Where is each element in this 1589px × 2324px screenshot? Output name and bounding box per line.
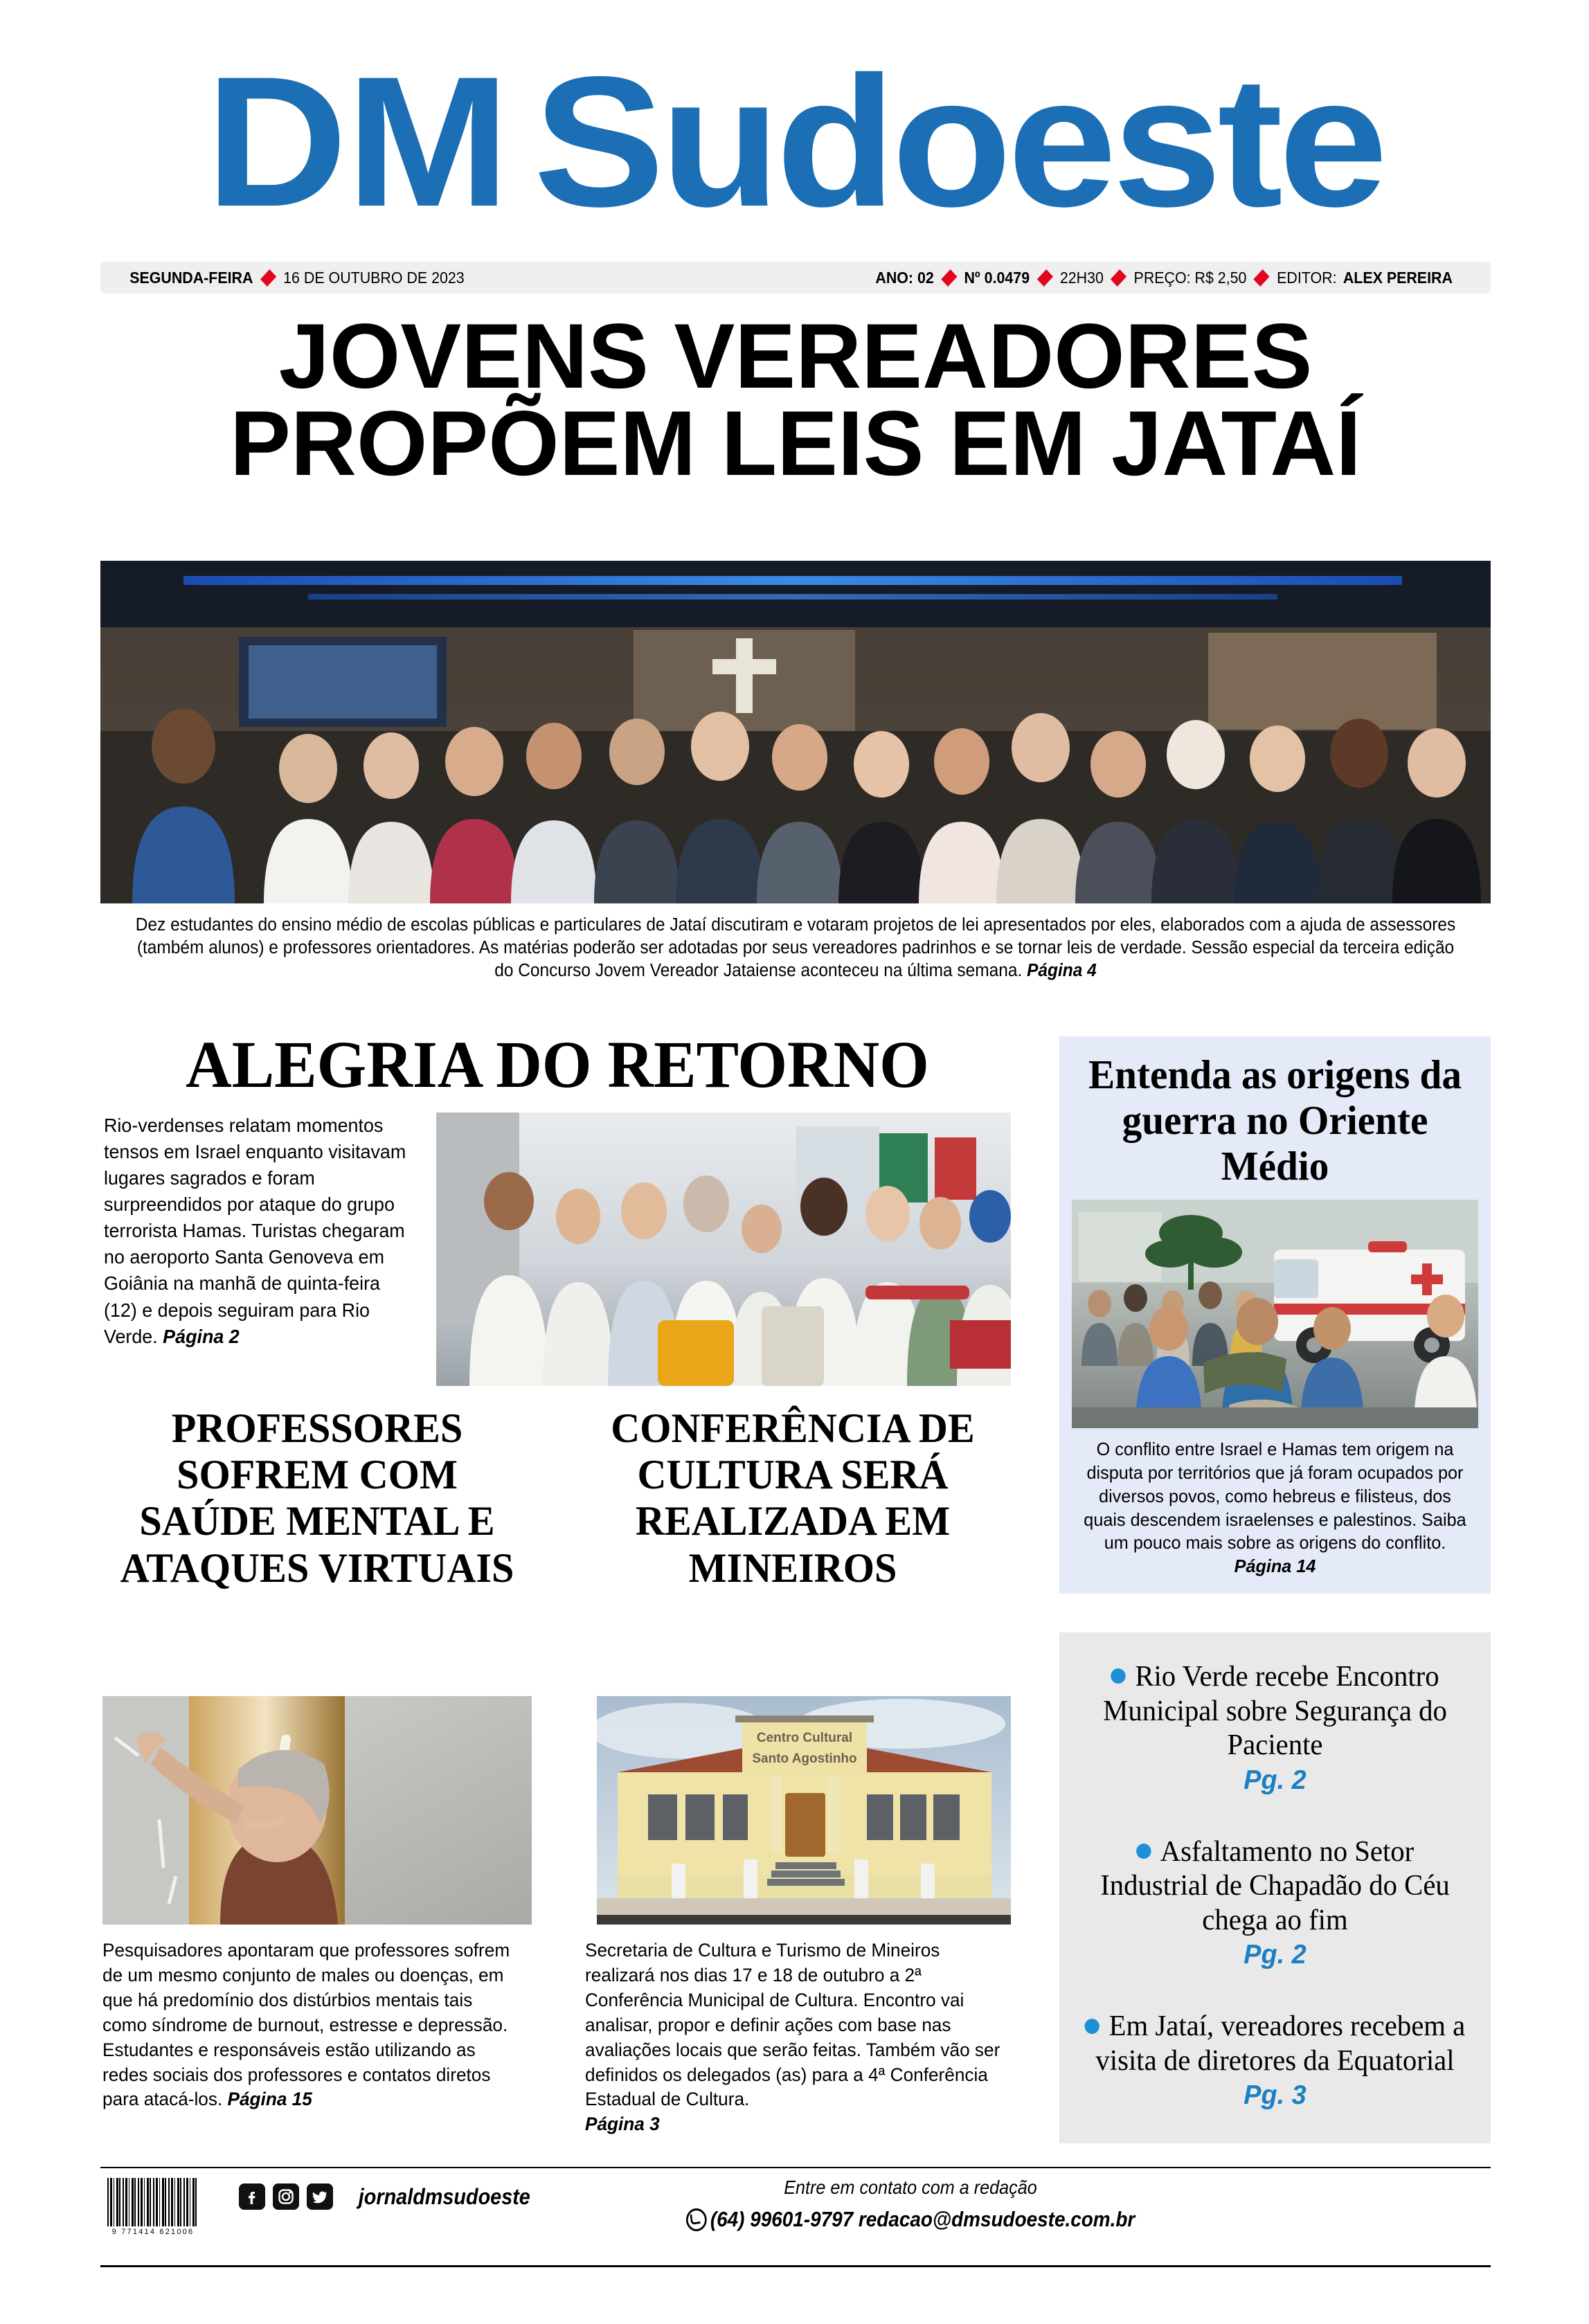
lead-headline-line-2: PROPÕEM LEIS EM JATAÍ <box>230 393 1361 496</box>
editor-name: ALEX PEREIRA <box>1343 268 1453 287</box>
alegria-page-link[interactable]: Página 2 <box>163 1325 240 1347</box>
alegria-headline[interactable]: ALEGRIA DO RETORNO <box>186 1027 929 1101</box>
lead-headline-line-1: JOVENS VEREADORES <box>278 305 1313 408</box>
conferencia-photo-sign-line1: Centro Cultural <box>756 1731 853 1745</box>
contact-line-2[interactable]: (64) 99601-9797 redacao@dmsudoeste.com.br <box>710 2207 1135 2231</box>
sidebar-war-photo <box>1072 1200 1478 1428</box>
brief-item[interactable] <box>1084 1660 1467 1796</box>
issue-date: 16 DE OUTUBRO DE 2023 <box>283 268 465 287</box>
lead-photo-caption <box>128 914 1463 982</box>
sidebar-war-headline[interactable]: Entenda as origens da guerra no Oriente Médio <box>1088 1052 1462 1189</box>
brief-page-link[interactable]: Pg. 2 <box>1244 1765 1307 1795</box>
bullet-icon <box>1136 1844 1151 1859</box>
newspaper-logo <box>205 37 1384 246</box>
brief-page-link[interactable]: Pg. 3 <box>1244 2080 1307 2111</box>
facebook-icon[interactable] <box>239 2183 265 2210</box>
price-label: PREÇO: R$ 2,50 <box>1133 268 1247 287</box>
diamond-separator-icon <box>1253 269 1269 287</box>
editor-label: EDITOR: <box>1276 268 1337 287</box>
social-handle[interactable]: jornaldmsudoeste <box>358 2183 530 2209</box>
alegria-photo-artwork <box>436 1113 1011 1386</box>
conferencia-page-link[interactable]: Página 3 <box>585 2114 660 2135</box>
brief-text: Asfaltamento no Setor Industrial de Chapadão do Céu chega ao fim <box>1100 1835 1450 1936</box>
professores-photo <box>102 1696 532 1925</box>
diamond-separator-icon <box>1036 269 1052 287</box>
diamond-separator-icon <box>260 269 276 287</box>
sidebar-war-page-link[interactable]: Página 14 <box>1234 1556 1316 1577</box>
conferencia-body-text: Secretaria de Cultura e Turismo de Mineiros realizará nos dias 17 e 18 de outubro a 2ª Conferência Municipal de Cultura. Encontro vai analisar, propor e definir ações com base nas avaliações locais que serão feitas. Também vão ser definidos os delegados (as) para a 4ª Conferência Estadual de Cultura. <box>585 1940 1000 2110</box>
info-bar-left <box>129 270 464 286</box>
lead-caption-text: Dez estudantes do ensino médio de escolas públicas e particulares de Jataí discutiram e votaram projetos de lei apresentados por eles, elaborados com a ajuda de assessores (também alunos) e professores orientadores. As matérias poderão ser adotadas por seus vereadores padrinhos e se tornar leis de verdade. Sessão especial da terceira edição do Concurso Jovem Vereador Jataiense aconteceu na última semana. <box>135 915 1456 981</box>
professores-headline[interactable]: PROFESSORES SOFREM COM SAÚDE MENTAL E ATAQUES VIRTUAIS <box>120 1405 514 1591</box>
whatsapp-icon <box>686 2208 707 2231</box>
sidebar-war-body-text: O conflito entre Israel e Hamas tem origem na disputa por territórios que já foram ocupados por diversos povos, como hebreus e filisteus, dos quais descendem israelenses e palestinos. Saiba um pouco mais sobre as origens do conflito. <box>1084 1439 1466 1553</box>
diamond-separator-icon <box>941 269 957 287</box>
contact-block <box>627 2177 1194 2232</box>
year-label: ANO: 02 <box>875 268 934 287</box>
conferencia-photo-artwork <box>597 1696 1011 1925</box>
instagram-icon[interactable] <box>273 2183 299 2210</box>
sidebar-briefs-box <box>1059 1632 1491 2143</box>
lead-photo-artwork <box>100 561 1491 903</box>
weekday-label: SEGUNDA-FEIRA <box>129 268 253 287</box>
footer-divider-top <box>100 2167 1491 2168</box>
brief-item[interactable] <box>1084 1835 1467 1972</box>
bullet-icon <box>1111 1668 1125 1684</box>
bullet-icon <box>1085 2019 1099 2034</box>
lead-caption-page[interactable]: Página 4 <box>1027 961 1097 981</box>
sidebar-war-photo-artwork <box>1072 1200 1478 1428</box>
sidebar-war-box <box>1059 1036 1491 1594</box>
footer <box>100 2174 1491 2264</box>
professores-page-link[interactable]: Página 15 <box>227 2089 312 2110</box>
alegria-body-text: Rio-verdenses relatam momentos tensos em Israel enquanto visitavam lugares sagrados e foram surpreendidos por ataque do grupo terrorista Hamas. Turistas chegaram no aeroporto Santa Genoveva em Goiânia na manhã de quinta-feira (12) e depois seguiram para Rio Verde. <box>104 1115 406 1347</box>
logo-dm: DM <box>205 37 509 246</box>
lead-headline[interactable] <box>100 305 1491 496</box>
edition-time: 22H30 <box>1059 268 1104 287</box>
brief-text: Em Jataí, vereadores recebem a visita de diretores da Equatorial <box>1095 2010 1466 2077</box>
conferencia-headline[interactable]: CONFERÊNCIA DE CULTURA SERÁ REALIZADA EM MINEIROS <box>611 1405 975 1591</box>
conferencia-photo <box>597 1696 1011 1925</box>
alegria-photo <box>436 1113 1011 1386</box>
contact-line-1: Entre em contato com a redação <box>784 2177 1037 2198</box>
conferencia-body <box>585 1938 1000 2137</box>
diamond-separator-icon <box>1111 269 1126 287</box>
contact-line-2-wrapper <box>655 2207 1166 2232</box>
barcode-bars <box>107 2178 199 2226</box>
issue-number: Nº 0.0479 <box>964 268 1030 287</box>
brief-item[interactable] <box>1084 2010 1467 2111</box>
barcode <box>107 2178 199 2237</box>
professores-body <box>102 1938 519 2112</box>
footer-divider-bottom <box>100 2265 1491 2267</box>
brief-text: Rio Verde recebe Encontro Municipal sobre Segurança do Paciente <box>1103 1661 1447 1762</box>
masthead-info-bar <box>100 262 1491 294</box>
logo-sudoeste: Sudoeste <box>533 37 1384 246</box>
conferencia-photo-sign-line2: Santo Agostinho <box>752 1751 857 1766</box>
social-links <box>239 2183 540 2210</box>
professores-body-text: Pesquisadores apontaram que professores sofrem de um mesmo conjunto de males ou doenças, em que há predomínio dos distúrbios mentais tais como síndrome de burnout, estresse e depressão. Estudantes e responsáveis estão utilizando as redes sociais dos professores e contatos diretos para atacá-los. <box>102 1940 510 2110</box>
twitter-icon[interactable] <box>307 2183 333 2210</box>
info-bar-right <box>875 270 1453 286</box>
barcode-number: 9 771414 621006 <box>111 2228 195 2236</box>
alegria-body <box>104 1113 416 1350</box>
sidebar-war-body <box>1078 1438 1472 1578</box>
lead-photo <box>100 561 1491 903</box>
brief-page-link[interactable]: Pg. 2 <box>1244 1940 1307 1970</box>
masthead <box>0 37 1589 246</box>
professores-photo-artwork <box>102 1696 532 1925</box>
